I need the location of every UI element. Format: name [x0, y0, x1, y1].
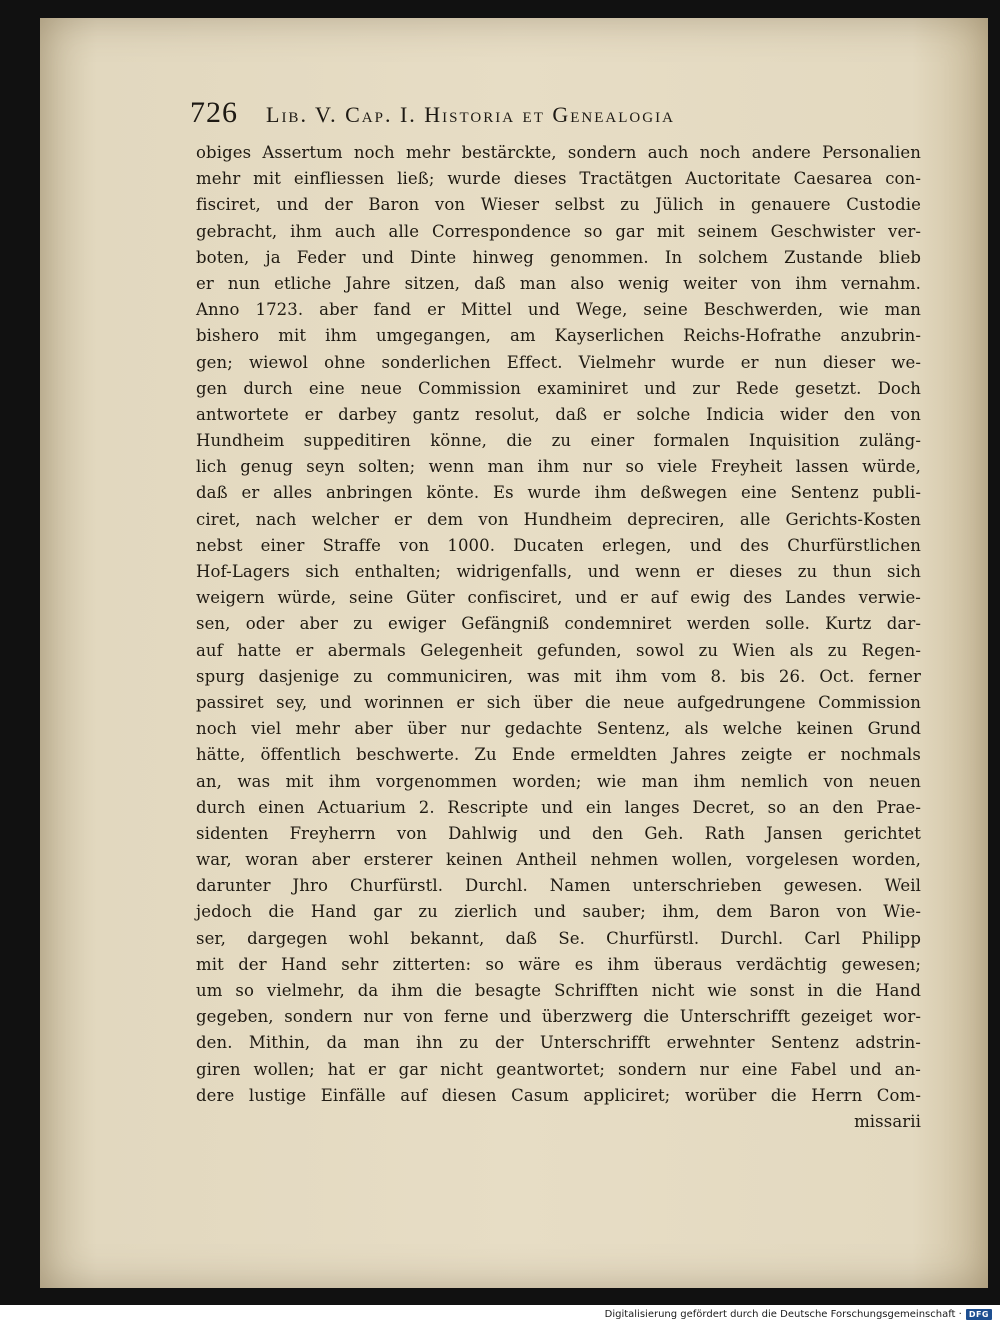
running-title: Lib. V. Cap. I. Historia et Genealogia [266, 102, 675, 127]
text-line: obiges Assertum noch mehr bestärckte, sondern auch noch andere Personalien [196, 143, 921, 162]
text-line: an, was mit ihm vorgenommen worden; wie man ihm nemlich von neuen [196, 771, 921, 791]
text-line: nebst einer Straffe von 1000. Ducaten erlegen, und des Churfürstlichen [196, 535, 921, 555]
text-line: war, woran aber ersterer keinen Antheil nehmen wollen, vorgelesen worden, [196, 850, 921, 870]
text-line: spurg dasjenige zu communiciren, was mit ihm vom 8. bis 26. Oct. ferner [196, 666, 921, 686]
text-line: Anno 1723. aber fand er Mittel und Wege, seine Beschwerden, wie man [196, 300, 921, 320]
text-line: ser, dargegen wohl bekannt, daß Se. Churfürstl. Durchl. Carl Philipp [196, 928, 921, 948]
text-line: fisciret, und der Baron von Wieser selbst zu Jülich in genauere Custodie [196, 195, 921, 215]
text-line: durch einen Actuarium 2. Rescripte und ein langes Decret, so an den Prae- [196, 797, 921, 817]
text-line: er nun etliche Jahre sitzen, daß man also wenig weiter von ihm vernahm. [196, 273, 921, 293]
text-line: giren wollen; hat er gar nicht geantwortet; sondern nur eine Fabel und an- [196, 1059, 921, 1079]
text-line: Hundheim suppeditiren könne, die zu einer formalen Inquisition zuläng- [196, 431, 921, 451]
catchword: missarii [854, 1111, 921, 1131]
text-line: bishero mit ihm umgegangen, am Kayserlichen Reichs-Hofrathe anzubrin- [196, 326, 921, 346]
text-line: noch viel mehr aber über nur gedachte Sentenz, als welche keinen Grund [196, 719, 921, 739]
text-line: passiret sey, und worinnen er sich über die neue aufgedrungene Commission [196, 692, 921, 712]
funding-credit[interactable]: Digitalisierung gefördert durch die Deutsche Forschungsgemeinschaft · [604, 1308, 962, 1320]
text-line: sidenten Freyherrn von Dahlwig und den Geh. Rath Jansen gerichtet [196, 823, 921, 843]
text-line: lich genug seyn solten; wenn man ihm nur so viele Freyheit lassen würde, [196, 457, 921, 477]
footer-bar [0, 1305, 1000, 1323]
text-line: Hof-Lagers sich enthalten; widrigenfalls, und wenn er dieses zu thun sich [196, 562, 921, 581]
text-line: darunter Jhro Churfürstl. Durchl. Namen unterschrieben gewesen. Weil [196, 876, 921, 896]
text-line: sen, oder aber zu ewiger Gefängniß condemniret werden solle. Kurtz dar- [196, 614, 921, 634]
text-line: daß er alles anbringen könte. Es wurde ihm deßwegen eine Sentenz publi- [196, 483, 921, 503]
text-line: ciret, nach welcher er dem von Hundheim depreciren, alle Gerichts-Kosten [196, 509, 921, 529]
text-line: gebracht, ihm auch alle Correspondence so gar mit seinem Geschwister ver- [196, 221, 921, 241]
text-line: mit der Hand sehr zitterten: so wäre es ihm überaus verdächtig gewesen; [196, 954, 921, 974]
text-line: hätte, öffentlich beschwerte. Zu Ende ermeldten Jahres zeigte er nochmals [196, 745, 921, 765]
text-line: dere lustige Einfälle auf diesen Casum appliciret; worüber die Herrn Com- [196, 1085, 921, 1105]
text-line: weigern würde, seine Güter confisciret, und er auf ewig des Landes verwie- [196, 588, 921, 608]
running-head [190, 96, 820, 136]
page-number: 726 [190, 96, 238, 129]
text-line: gen; wiewol ohne sonderlichen Effect. Vielmehr wurde er nun dieser we- [196, 352, 921, 372]
text-line: jedoch die Hand gar zu zierlich und sauber; ihm, dem Baron von Wie- [196, 902, 921, 922]
dfg-logo[interactable]: DFG [966, 1309, 992, 1320]
text-line: boten, ja Feder und Dinte hinweg genommen. In solchem Zustande blieb [196, 247, 921, 267]
text-line: gen durch eine neue Commission examiniret und zur Rede gesetzt. Doch [196, 378, 921, 398]
body-text [196, 140, 921, 1135]
text-line: mehr mit einfliessen ließ; wurde dieses Tractätgen Auctoritate Caesarea con- [196, 169, 921, 189]
text-line: um so vielmehr, da ihm die besagte Schrifften nicht wie sonst in die Hand [196, 981, 921, 1000]
text-line: auf hatte er abermals Gelegenheit gefunden, sowol zu Wien als zu Regen- [196, 640, 921, 660]
text-line: den. Mithin, da man ihn zu der Unterschrifft erwehnter Sentenz adstrin- [196, 1033, 921, 1053]
text-line: gegeben, sondern nur von ferne und überzwerg die Unterschrifft gezeiget wor- [196, 1007, 921, 1027]
text-line: antwortete er darbey gantz resolut, daß er solche Indicia wider den von [196, 404, 921, 424]
